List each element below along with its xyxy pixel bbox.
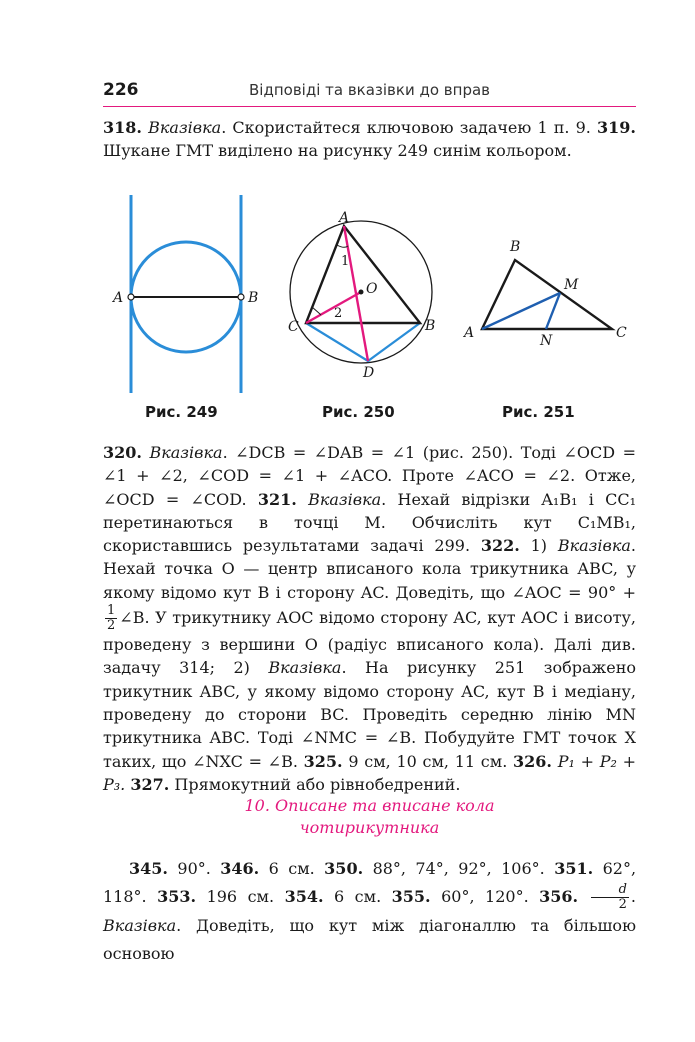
fraction: $\frac{1}{2}$ (107, 603, 116, 634)
answer: 6 см. (268, 859, 315, 878)
problem-number: 318. (103, 118, 142, 137)
label-c: C (288, 319, 299, 335)
angle-arc-2 (312, 307, 321, 315)
caption-249: Рис. 249 (145, 403, 218, 421)
problem-number: 354. (284, 887, 324, 906)
hint-label: Вказівка (268, 658, 342, 678)
problem-number: 322. (480, 536, 520, 556)
paragraph-320-327 (103, 441, 636, 796)
label-b: B (425, 318, 436, 334)
page-header (103, 80, 636, 107)
answer: 88°, 74°, 92°, 106°. (372, 859, 545, 878)
caption-250: Рис. 250 (322, 403, 395, 421)
answer: 9 см, 10 см, 11 см. (348, 751, 508, 771)
problem-text: . Нехай точка O — центр вписаного кола трикутника ABC, у якому відомо кут B і сторону AC. Доведіть, що (103, 536, 637, 602)
problem-text: . Доведіть, що кут між діагоналлю та більшою основою (103, 916, 636, 963)
angle-label-2: 2 (334, 306, 343, 321)
problem-number: 327. (130, 774, 170, 794)
problem-number: 353. (157, 887, 197, 906)
hint-label: Вказівка (308, 489, 382, 509)
label-d: D (363, 365, 375, 381)
label-o: O (366, 281, 378, 297)
problem-text: . ∠DCB = ∠DAB = ∠1 (рис. 250). Тоді ∠OCD = ∠1 + ∠2, ∠COD = ∠1 + ∠ACO. Проте ∠ACO = ∠2. Отже, ∠OCD = ∠COD. (103, 443, 636, 509)
problem-number: 320. (103, 443, 142, 462)
hint-label: Вказівка (148, 118, 222, 137)
triangle-abc (306, 226, 420, 323)
running-title: Відповіді та вказівки до вправ (249, 81, 490, 99)
problem-number: 351. (554, 859, 594, 878)
problem-text: . Нехай відрізки A₁B₁ і CC₁ перетинаються в точці M. Обчисліть кут C₁MB₁, скориставшись результатами задачі 299. (103, 489, 636, 556)
point-a (128, 294, 134, 300)
figure-249 (110, 190, 270, 400)
angle-label-1: 1 (341, 254, 350, 269)
answer: 196 см. (206, 887, 275, 906)
paragraph-318-319 (103, 116, 636, 163)
problem-number: 356. (539, 887, 579, 906)
caption-251: Рис. 251 (502, 403, 575, 421)
problem-text: Шукане ГМТ виділено на рисунку 249 синім кольором. (103, 141, 572, 161)
problem-number: 326. (513, 751, 552, 771)
label-a: A (113, 290, 124, 306)
section-title: 10. Описане та вписане кола чотирикутника (244, 796, 495, 837)
label-a: A (464, 325, 475, 341)
center-o (359, 290, 364, 295)
problem-number: 325. (303, 751, 343, 771)
label-m: M (564, 277, 579, 293)
problem-text: . Скористайтеся ключовою задачею 1 п. 9. (221, 118, 591, 137)
figure-251 (460, 235, 635, 350)
problem-text: . На рисунку 251 зображено трикутник ABC, у якому відомо сторону AC, кут B і медіану, проведену до сторони BC. Проведіть середню лінію MN трикутника ABC. Тоді ∠NMC = ∠B. Побудуйте ГМТ точок X таких, що ∠NXC = ∠B. (103, 658, 637, 771)
label-a: A (339, 210, 350, 226)
triangle-abc (482, 260, 612, 329)
hint-label: Вказівка (557, 536, 631, 556)
label-c: C (616, 325, 627, 341)
answer: P₁ + P₂ + P₃. (103, 751, 636, 794)
problem-number: 321. (257, 489, 297, 509)
problem-number: 350. (324, 859, 364, 878)
hint-label: Вказівка (103, 916, 177, 935)
hint-label: Вказівка (149, 443, 223, 462)
problem-number: 355. (391, 887, 431, 906)
page-number: 226 (103, 80, 139, 100)
problem-number: 345. (129, 859, 168, 878)
formula: ∠AOC = 90° + $\frac{1}{2}$ ∠B. (107, 582, 636, 634)
figure-250 (285, 205, 450, 385)
label-b: B (510, 239, 521, 255)
answer: 90°. (177, 859, 211, 878)
answer: 60°, 120°. (441, 887, 529, 906)
answer: 6 см. (334, 887, 382, 906)
answer: Прямокутний або рівнобедрений. (174, 774, 461, 794)
fraction: $\frac{d}{2}$ (591, 883, 629, 912)
point-b (238, 294, 244, 300)
problem-text: У трикутнику AOC відомо сторону AC, кут AOC і висоту, проведену з вершини O (радіус вписаного кола). Далі див. задачу 314; 2) (103, 608, 636, 678)
paragraph-345-356: 345. 90°. 346. 6 см. 350. 88°, 74°, 92°, 106°. 351. 62°, 118°. 353. 196 см. 354. 6 см. 355. 60°, 120°. 356. $\frac{d}{2}$ . Вказівка. Доведіть, що кут між діагоналлю та більшою основою (103, 859, 637, 963)
problem-number: 346. (220, 859, 260, 878)
label-n: N (540, 333, 553, 349)
label-b: B (248, 290, 259, 306)
problem-number: 319. (597, 118, 636, 137)
answer: 62°, 118°. (103, 859, 637, 906)
part-label: 1) (530, 536, 548, 556)
